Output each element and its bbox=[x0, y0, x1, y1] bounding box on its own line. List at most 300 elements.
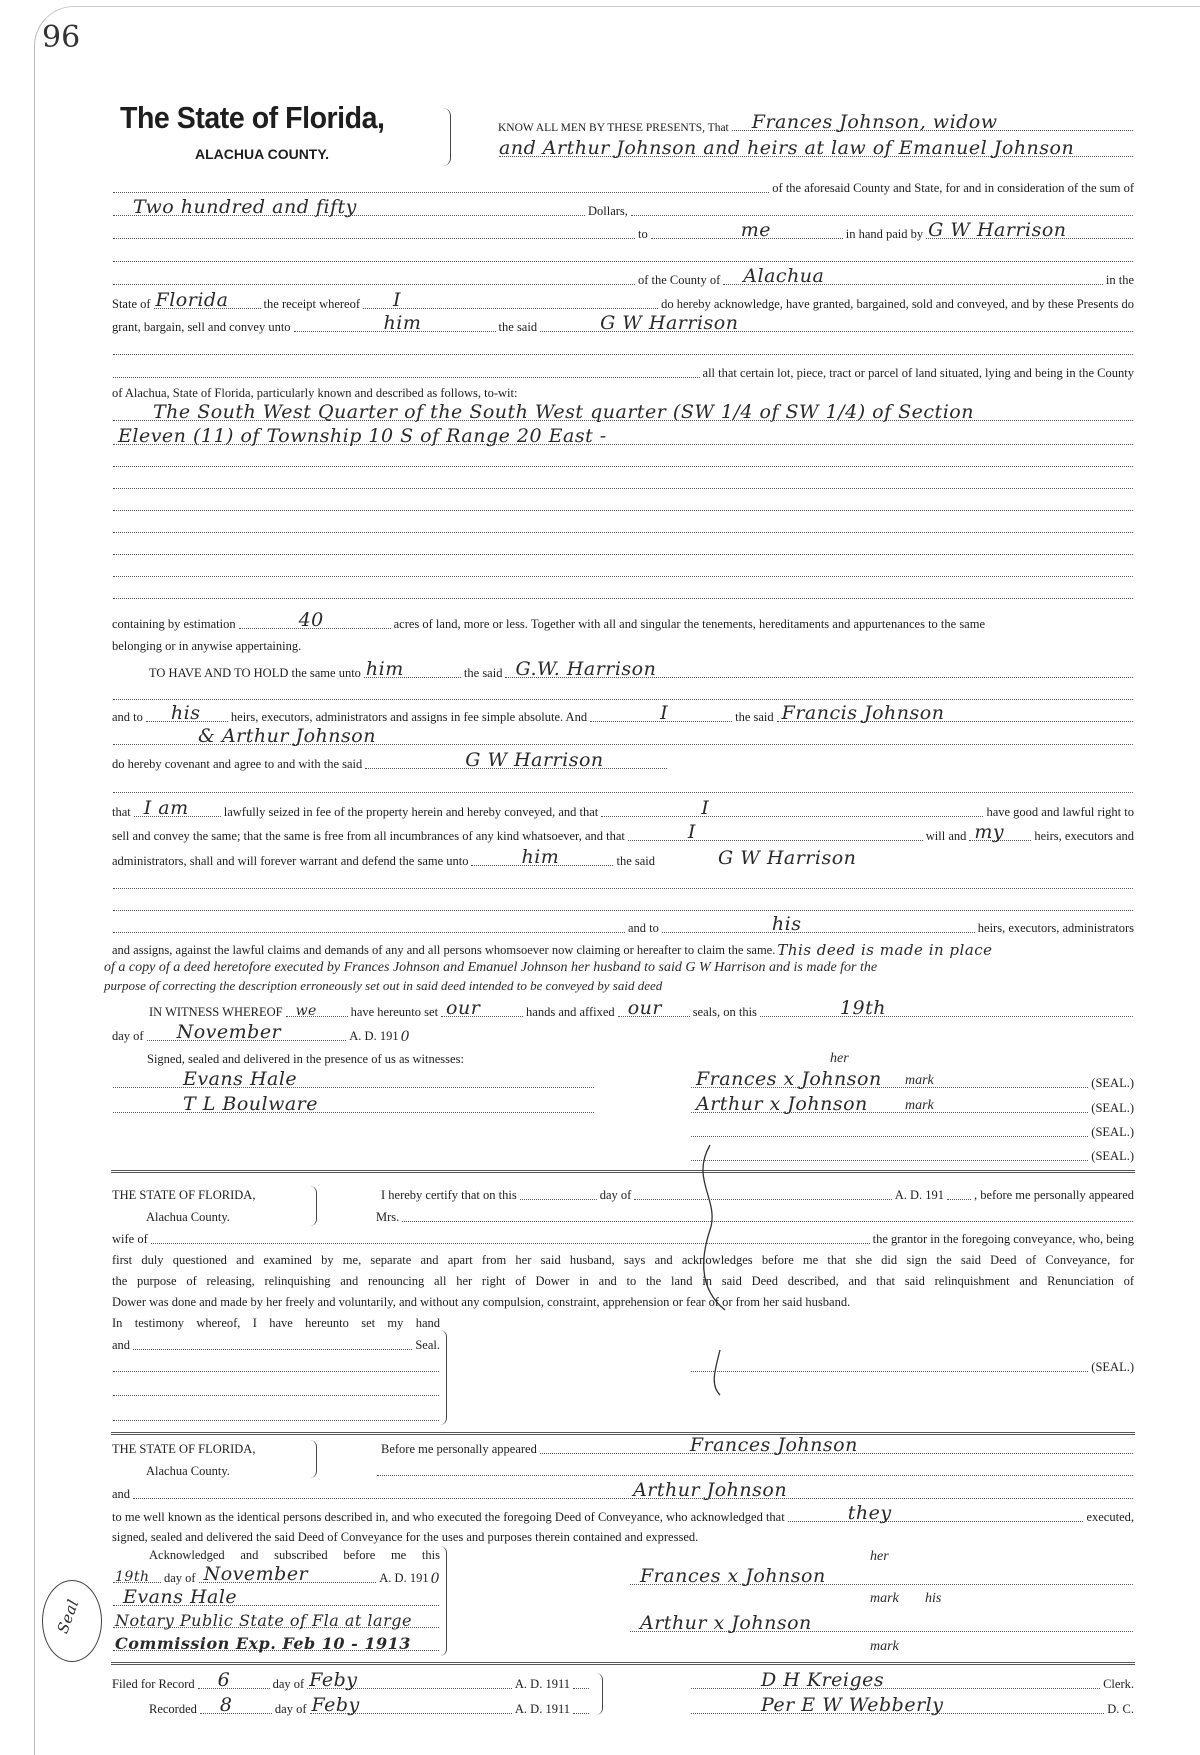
handwritten-entry: Feby bbox=[309, 1669, 358, 1691]
fill-line bbox=[631, 197, 1133, 216]
handwritten-entry: 6 bbox=[217, 1669, 231, 1691]
deputy-clerk-line bbox=[689, 1694, 1135, 1717]
handwritten-entry: Arthur Johnson bbox=[633, 1479, 788, 1501]
deed-row bbox=[111, 176, 1135, 196]
printed-text: I hereby certify that on this bbox=[381, 1188, 517, 1202]
handwritten-note: her bbox=[830, 1051, 849, 1066]
blank-row bbox=[111, 450, 1135, 470]
handwritten-entry: I bbox=[660, 702, 669, 724]
handwritten-entry: 8 bbox=[219, 1694, 233, 1716]
seal-line bbox=[689, 1355, 1135, 1375]
printed-text: IN WITNESS WHEREOF bbox=[149, 1005, 283, 1019]
witness-signature: Evans Hale bbox=[183, 1068, 298, 1090]
handwritten-entry: and Arthur Johnson and heirs at law of Emanuel Johnson bbox=[499, 137, 1075, 159]
printed-text: do hereby covenant and agree to and with the said bbox=[112, 757, 363, 771]
printed-text: in hand paid by bbox=[845, 227, 924, 241]
fill-line bbox=[363, 290, 658, 309]
notary-line bbox=[111, 1611, 441, 1631]
blank-row bbox=[111, 683, 1135, 703]
deed-row bbox=[111, 938, 1135, 958]
fill-line bbox=[113, 197, 585, 216]
description-row bbox=[111, 401, 1135, 424]
fill-line bbox=[628, 822, 923, 841]
cert-row bbox=[148, 1543, 441, 1563]
printed-text: A. D. 191 bbox=[894, 1188, 944, 1202]
handwritten-entry: The South West Quarter of the South West quarter (SW 1/4 of SW 1/4) of Section bbox=[153, 401, 974, 423]
fill-line bbox=[134, 798, 221, 817]
printed-text: State of bbox=[112, 297, 151, 311]
printed-text: THE STATE OF FLORIDA, bbox=[112, 1188, 256, 1202]
handwritten-entry: G.W. Harrison bbox=[515, 658, 657, 680]
handwritten-note: mark bbox=[870, 1591, 899, 1606]
handwritten-entry: they bbox=[847, 1502, 892, 1524]
handwritten-entry: Two hundred and fifty bbox=[133, 196, 357, 218]
notary-signature: Evans Hale bbox=[123, 1586, 238, 1608]
printed-text: to bbox=[638, 227, 648, 241]
handwritten-entry: Notary Public State of Fla at large bbox=[115, 1611, 412, 1630]
cert-row bbox=[111, 1205, 1135, 1225]
printed-text: do hereby acknowledge, have granted, bargained, sold and conveyed, and by these Presents do bbox=[661, 297, 1134, 311]
printed-text: THE STATE OF FLORIDA, bbox=[112, 1442, 256, 1456]
cert-row bbox=[111, 1434, 1135, 1457]
signature-line bbox=[628, 1565, 1135, 1588]
handwritten-entry: Francis Johnson bbox=[781, 702, 945, 724]
clerk-signature: D H Kreiges bbox=[761, 1669, 885, 1691]
fill-line bbox=[113, 1094, 594, 1113]
cert-row bbox=[111, 1227, 1135, 1247]
handwritten-entry: Frances Johnson, widow bbox=[751, 111, 998, 133]
blank-row bbox=[111, 894, 1135, 914]
deed-row bbox=[111, 219, 1135, 242]
deed-row bbox=[111, 725, 1135, 748]
fill-line bbox=[113, 220, 635, 239]
handwritten-entry: him bbox=[383, 312, 422, 334]
blank-row bbox=[111, 472, 1135, 492]
fill-line bbox=[113, 1069, 594, 1088]
cert-row bbox=[111, 1183, 1135, 1203]
blank-row bbox=[111, 560, 1135, 580]
blank-row bbox=[111, 872, 1135, 892]
handwritten-entry: him bbox=[521, 846, 560, 868]
fill-line bbox=[113, 870, 1133, 889]
printed-text: Before me personally appeared bbox=[381, 1442, 537, 1456]
fill-line bbox=[113, 914, 625, 933]
handwritten-entry: 19th bbox=[839, 997, 886, 1019]
blank-row bbox=[111, 516, 1135, 536]
printed-text: day of bbox=[599, 1188, 632, 1202]
fill-line bbox=[113, 1587, 439, 1606]
printed-text: executed, bbox=[1086, 1510, 1134, 1524]
deed-row bbox=[111, 265, 1135, 288]
fill-line bbox=[618, 998, 690, 1017]
fill-line bbox=[691, 1670, 1100, 1689]
handwritten-entry: 0 bbox=[430, 1571, 440, 1587]
fill-line bbox=[634, 1181, 891, 1200]
printed-text: wife of bbox=[112, 1232, 148, 1246]
handwritten-note: purpose of correcting the description erroneously set out in said deed intended to be conveyed by said deed bbox=[104, 978, 663, 993]
printed-text: TO HAVE AND TO HOLD the same unto bbox=[149, 666, 361, 680]
printed-text: seals, on this bbox=[692, 1005, 757, 1019]
printed-text: all that certain lot, piece, tract or parcel of land situated, lying and being in the County bbox=[702, 366, 1134, 380]
fill-line bbox=[239, 610, 391, 629]
fill-line bbox=[573, 1670, 589, 1689]
fill-line bbox=[691, 1069, 1088, 1088]
fill-line bbox=[294, 313, 496, 332]
fill-line bbox=[113, 892, 1133, 911]
printed-text: D. C. bbox=[1107, 1702, 1134, 1716]
fill-line bbox=[691, 1118, 1088, 1137]
fill-line bbox=[147, 1022, 347, 1041]
fill-line bbox=[200, 1695, 272, 1714]
fill-line bbox=[505, 659, 1133, 678]
handwritten-entry: his bbox=[771, 913, 802, 935]
fill-line bbox=[198, 1670, 270, 1689]
fill-line bbox=[788, 1503, 1084, 1522]
printed-text: day of bbox=[274, 1702, 307, 1716]
fill-line bbox=[113, 536, 1133, 555]
cert-row bbox=[111, 1479, 1135, 1502]
printed-text: and bbox=[112, 1487, 131, 1501]
fill-line bbox=[540, 313, 1133, 332]
fill-line bbox=[154, 290, 261, 309]
fill-line bbox=[133, 1480, 1133, 1499]
fill-line bbox=[113, 1402, 439, 1421]
printed-text: will and bbox=[925, 829, 967, 843]
deed-row bbox=[148, 997, 1135, 1020]
cert-row bbox=[111, 1525, 1135, 1545]
handwritten-entry: our bbox=[627, 997, 662, 1019]
printed-text: acres of land, more or less. Together with all and singular the tenements, hereditaments and appurtenances to the same bbox=[393, 617, 985, 631]
printed-text: have hereunto set bbox=[350, 1005, 439, 1019]
fill-line bbox=[471, 847, 613, 866]
seal-line bbox=[689, 1068, 1135, 1091]
fill-line bbox=[499, 138, 1133, 157]
printed-text: heirs, executors, administrators and assigns in fee simple absolute. And bbox=[230, 710, 588, 724]
fill-line bbox=[113, 774, 1133, 793]
printed-text: Dollars, bbox=[588, 204, 628, 218]
fill-line bbox=[113, 1564, 161, 1583]
brace bbox=[596, 1673, 603, 1715]
printed-text: A. D. 191 bbox=[349, 1029, 399, 1043]
handwritten-entry: I bbox=[393, 289, 402, 311]
fill-line bbox=[307, 1670, 512, 1689]
deed-row bbox=[111, 361, 1135, 381]
printed-text: and assigns, against the lawful claims and demands of any and all persons whomsoever now claiming or hereafter to claim the same. bbox=[112, 943, 776, 957]
handwritten-entry: my bbox=[974, 821, 1005, 843]
handwritten-entry: 40 bbox=[298, 609, 324, 631]
fill-line bbox=[691, 1353, 1088, 1372]
brace bbox=[440, 1546, 447, 1656]
handwritten-note: mark bbox=[905, 1073, 934, 1088]
deed-row bbox=[111, 797, 1135, 820]
printed-text: Clerk. bbox=[1103, 1677, 1134, 1691]
handwritten-entry: G W Harrison bbox=[718, 847, 857, 869]
deed-row bbox=[148, 658, 1135, 681]
fill-line bbox=[151, 1225, 870, 1244]
clerk-line bbox=[689, 1669, 1135, 1692]
fill-line bbox=[113, 580, 1133, 599]
blank-row bbox=[111, 494, 1135, 514]
seal-text: Seal bbox=[53, 1596, 83, 1636]
handwritten-entry: I bbox=[701, 797, 710, 819]
fill-line bbox=[723, 266, 1103, 285]
fill-line bbox=[969, 822, 1031, 841]
fill-line bbox=[199, 1564, 377, 1583]
fill-line bbox=[133, 1331, 412, 1350]
printed-text: (SEAL.) bbox=[1091, 1101, 1134, 1115]
description-row bbox=[111, 425, 1135, 448]
fill-line bbox=[113, 174, 769, 193]
page-number: 96 bbox=[42, 20, 81, 55]
handwritten-entry: Commission Exp. Feb 10 - 1913 bbox=[115, 1634, 411, 1653]
handwritten-entry: Eleven (11) of Township 10 S of Range 20 East - bbox=[118, 425, 607, 447]
seal-line bbox=[689, 1120, 1135, 1140]
fill-line bbox=[113, 402, 1133, 421]
fill-line bbox=[540, 1435, 1133, 1454]
fill-line bbox=[601, 798, 983, 817]
fill-line bbox=[402, 1203, 1133, 1222]
deed-row bbox=[111, 702, 1135, 725]
blank-row bbox=[111, 1355, 441, 1375]
printed-text: in the bbox=[1105, 273, 1134, 287]
signature-line bbox=[628, 1612, 1135, 1635]
deed-row bbox=[111, 289, 1135, 312]
printed-text: administrators, shall and will forever warrant and defend the same unto bbox=[112, 854, 469, 868]
printed-text: the said bbox=[616, 854, 656, 868]
printed-text: grant, bargain, sell and convey unto bbox=[112, 320, 291, 334]
handwritten-entry: November bbox=[203, 1563, 309, 1585]
handwritten-note: his bbox=[925, 1591, 942, 1606]
cert-row bbox=[111, 1290, 1135, 1310]
printed-text: and to bbox=[628, 921, 659, 935]
handwritten-note: her bbox=[870, 1549, 889, 1564]
handwritten-entry: I am bbox=[143, 797, 189, 819]
grantor-signature: Frances x Johnson bbox=[640, 1565, 826, 1587]
printed-text: and bbox=[112, 1338, 131, 1352]
seal-line bbox=[689, 1093, 1135, 1116]
handwritten-entry: Florida bbox=[155, 289, 229, 311]
printed-text: Recorded bbox=[149, 1702, 197, 1716]
handwritten-entry: G W Harrison bbox=[465, 749, 604, 771]
printed-text: the said bbox=[498, 320, 538, 334]
handwritten-entry: 0 bbox=[400, 1029, 410, 1045]
fill-line bbox=[286, 998, 348, 1017]
printed-text: the purpose of releasing, relinquishing and renouncing all her right of Dower in and to the land in said Deed described, and that said relinquishment and Renunciation of bbox=[112, 1274, 1134, 1288]
fill-line bbox=[691, 1695, 1104, 1714]
blank-row bbox=[111, 1379, 441, 1399]
cert-row bbox=[111, 1248, 1135, 1268]
cert-row bbox=[111, 1563, 441, 1587]
deed-row bbox=[111, 634, 1135, 654]
handwritten-entry: his bbox=[170, 702, 201, 724]
fill-line bbox=[662, 914, 975, 933]
fill-line bbox=[113, 426, 1133, 445]
printed-text: Acknowledged and subscribed before me this bbox=[149, 1548, 440, 1562]
deed-row bbox=[111, 749, 1135, 772]
grantor-row-2 bbox=[497, 137, 1135, 160]
printed-text: Dower was done and made by her freely and voluntarily, and without any compulsion, constraint, apprehension or fear of or from her said husband. bbox=[112, 1295, 851, 1309]
fill-line bbox=[377, 1457, 1133, 1476]
fill-line bbox=[691, 1142, 1088, 1161]
printed-text: hands and affixed bbox=[526, 1005, 615, 1019]
printed-text: Seal. bbox=[415, 1338, 440, 1352]
witness-signature: T L Boulware bbox=[183, 1093, 319, 1115]
seal-line bbox=[689, 1144, 1135, 1164]
blank-row bbox=[111, 582, 1135, 602]
printed-text: and to bbox=[112, 710, 143, 724]
handwritten-entry: Frances Johnson bbox=[689, 1434, 858, 1456]
fill-line bbox=[630, 1613, 1133, 1632]
handwritten-entry: I bbox=[687, 821, 696, 843]
grantor-signature: Arthur x Johnson bbox=[696, 1093, 868, 1115]
deed-row bbox=[111, 312, 1135, 335]
printed-text: heirs, executors and bbox=[1034, 829, 1134, 843]
printed-text: A. D. 1911 bbox=[514, 1702, 570, 1716]
handwritten-entry: Alachua bbox=[743, 265, 825, 287]
notary-line bbox=[111, 1634, 441, 1654]
deed-row bbox=[111, 821, 1135, 844]
printed-text: that bbox=[112, 805, 131, 819]
fill-line bbox=[658, 847, 1133, 869]
double-rule bbox=[111, 1170, 1135, 1173]
cert-row bbox=[111, 1333, 441, 1353]
fill-line bbox=[113, 266, 635, 285]
printed-text: heirs, executors, administrators bbox=[977, 921, 1134, 935]
witness-line bbox=[111, 1093, 596, 1116]
printed-text: the grantor in the foregoing conveyance, who, being bbox=[872, 1232, 1134, 1246]
fill-line bbox=[113, 448, 1133, 467]
fill-line bbox=[365, 750, 667, 769]
fill-line bbox=[947, 1181, 971, 1200]
printed-text: (SEAL.) bbox=[1091, 1360, 1134, 1374]
printed-text: Alachua County. bbox=[146, 1464, 230, 1478]
fill-line bbox=[926, 220, 1133, 239]
blank-row bbox=[111, 776, 1135, 796]
handwritten-entry: me bbox=[740, 219, 771, 241]
handwritten-entry: 19th bbox=[115, 1569, 150, 1585]
filing-row bbox=[111, 1669, 591, 1692]
fill-line bbox=[732, 112, 1133, 131]
fill-line bbox=[113, 681, 1133, 700]
printed-text: first duly questioned and examined by me, separate and apart from her said husband, says and acknowledges before me that she did sign the said Deed of Conveyance, for bbox=[112, 1253, 1134, 1267]
filing-row bbox=[148, 1694, 591, 1717]
fill-line bbox=[113, 514, 1133, 533]
fill-line bbox=[310, 1695, 512, 1714]
printed-text: signed, sealed and delivered the said Deed of Conveyance for the uses and purposes therein contained and expressed. bbox=[112, 1530, 699, 1544]
printed-text: (SEAL.) bbox=[1091, 1149, 1134, 1163]
fill-line bbox=[364, 659, 461, 678]
fill-line bbox=[113, 359, 700, 378]
signed-caption bbox=[146, 1047, 646, 1067]
printed-text: of Alachua, State of Florida, particularly known and described as follows, to-wit: bbox=[112, 386, 518, 400]
printed-text: day of bbox=[112, 1029, 144, 1043]
fill-line bbox=[630, 1566, 1133, 1585]
deputy-clerk-signature: Per E W Webberly bbox=[761, 1694, 944, 1716]
printed-text: In testimony whereof, I have hereunto set my hand bbox=[112, 1316, 440, 1330]
brace bbox=[440, 1330, 447, 1425]
handwritten-entry: we bbox=[295, 1003, 317, 1019]
fill-line bbox=[146, 703, 228, 722]
deed-row bbox=[111, 338, 1135, 358]
grantor-row-1 bbox=[497, 111, 1135, 134]
fill-line bbox=[691, 1094, 1088, 1113]
fill-line bbox=[113, 558, 1133, 577]
printed-text: of the County of bbox=[638, 273, 721, 287]
brace bbox=[442, 108, 451, 166]
deed-row bbox=[111, 1021, 411, 1045]
fill-line bbox=[520, 1181, 597, 1200]
printed-text: Alachua County. bbox=[146, 1210, 230, 1224]
handwritten-entry: G W Harrison bbox=[600, 312, 739, 334]
printed-text: of the aforesaid County and State, for and in consideration of the sum of bbox=[772, 181, 1134, 195]
cert-row bbox=[111, 1311, 441, 1331]
fill-line bbox=[777, 703, 1133, 722]
deed-row bbox=[111, 196, 1135, 219]
deed-row bbox=[111, 245, 1135, 265]
printed-text: sell and convey the same; that the same is free from all incumbrances of any kind whatsoever, and that bbox=[112, 829, 625, 843]
printed-text: A. D. 191 bbox=[379, 1571, 429, 1585]
fill-line bbox=[113, 470, 1133, 489]
fill-line bbox=[113, 1377, 439, 1396]
printed-text: , before me personally appeared bbox=[974, 1188, 1134, 1202]
fill-line bbox=[113, 1609, 439, 1628]
fill-line bbox=[441, 998, 523, 1017]
printed-text: Mrs. bbox=[376, 1210, 400, 1224]
handwritten-entry: November bbox=[176, 1021, 282, 1043]
printed-text: day of bbox=[272, 1677, 305, 1691]
document-title: The State of Florida, bbox=[120, 100, 385, 135]
notary-line bbox=[111, 1586, 441, 1609]
deed-row bbox=[111, 381, 1135, 401]
printed-text: the said bbox=[735, 710, 774, 724]
printed-text: day of bbox=[164, 1571, 196, 1585]
fill-line bbox=[760, 998, 1133, 1017]
fill-line bbox=[113, 1353, 439, 1372]
grantor-signature: Arthur x Johnson bbox=[640, 1612, 812, 1634]
printed-text: have good and lawful right to bbox=[986, 805, 1134, 819]
fill-line bbox=[590, 703, 732, 722]
deed-row bbox=[111, 609, 1135, 632]
fill-line bbox=[113, 726, 1133, 745]
printed-text: (SEAL.) bbox=[1091, 1125, 1134, 1139]
printed-text: Filed for Record bbox=[112, 1677, 195, 1691]
cert-row bbox=[111, 1269, 1135, 1289]
notary-seal bbox=[42, 1580, 102, 1662]
witness-line bbox=[111, 1068, 596, 1091]
fill-line bbox=[113, 243, 1133, 262]
grantor-signature: Frances x Johnson bbox=[696, 1068, 882, 1090]
handwritten-entry: Feby bbox=[311, 1694, 360, 1716]
fill-line bbox=[573, 1695, 589, 1714]
handwritten-entry: G W Harrison bbox=[928, 219, 1067, 241]
blank-row bbox=[111, 538, 1135, 558]
printed-text: lawfully seized in fee of the property herein and hereby conveyed, and that bbox=[223, 805, 599, 819]
handwritten-note: of a copy of a deed heretofore executed by Frances Johnson and Emanuel Johnson her husband to said G W Harrison and is made for the bbox=[104, 960, 878, 975]
deed-row bbox=[111, 913, 1135, 936]
handwritten-entry: our bbox=[446, 997, 481, 1019]
fill-line bbox=[113, 1632, 439, 1651]
printed-text: containing by estimation bbox=[112, 617, 236, 631]
county-heading: ALACHUA COUNTY. bbox=[195, 146, 330, 162]
handwritten-note: mark bbox=[905, 1098, 934, 1113]
cert-row bbox=[111, 1459, 1135, 1479]
blank-row bbox=[111, 1404, 441, 1424]
handwritten-note: mark bbox=[870, 1639, 899, 1654]
printed-text: the said bbox=[463, 666, 503, 680]
printed-text: belonging or in anywise appertaining. bbox=[112, 639, 302, 653]
cert-row bbox=[111, 1502, 1135, 1525]
printed-text: (SEAL.) bbox=[1091, 1076, 1134, 1090]
